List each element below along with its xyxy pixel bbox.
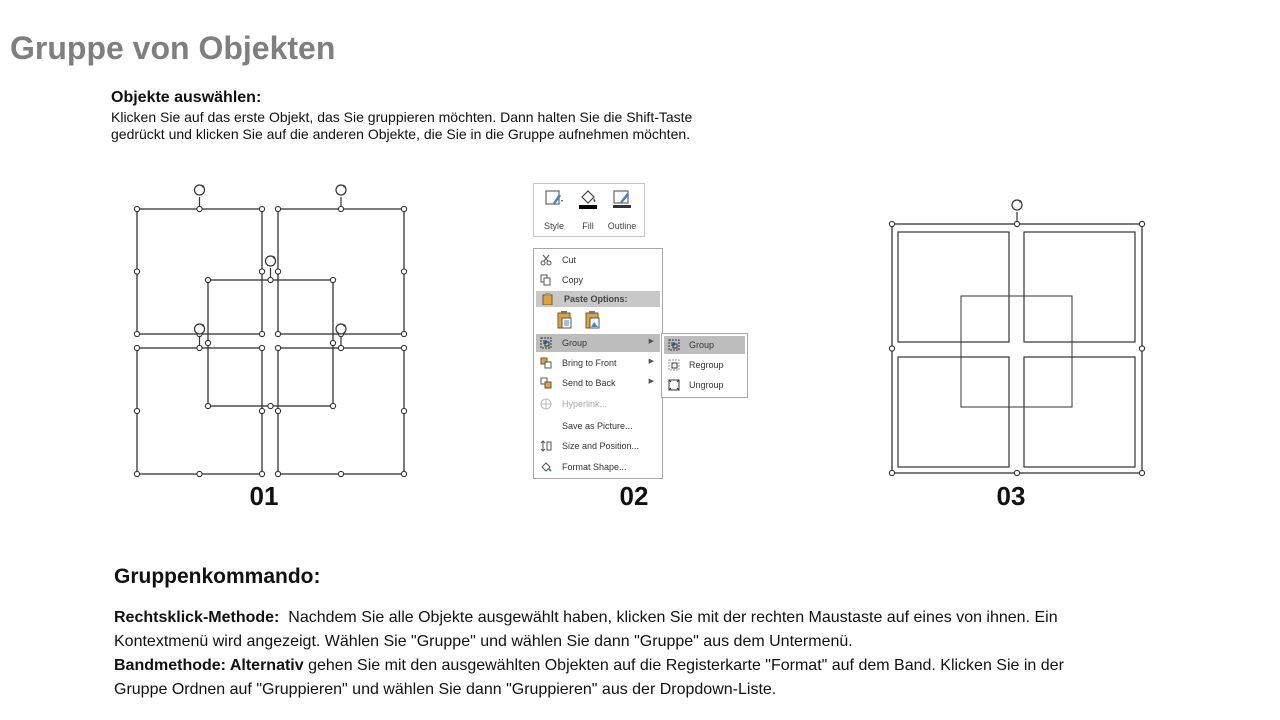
group-bounding-box-handle xyxy=(1139,470,1144,475)
submenu-arrow-icon: ▶ xyxy=(648,338,654,345)
square-top-right-handle xyxy=(401,206,406,211)
square-bottom-right-handle xyxy=(275,345,280,350)
submenu-arrow-icon: ▶ xyxy=(648,358,654,365)
square-top-left-handle xyxy=(259,269,264,274)
paste-picture-icon xyxy=(584,310,602,330)
square-top-left-handle xyxy=(134,331,139,336)
square-bottom-left-handle xyxy=(197,345,202,350)
format-shape-icon xyxy=(540,461,552,473)
center-square-handle xyxy=(330,277,335,282)
ribbon-mini-toolbar xyxy=(533,183,645,237)
group-bounding-box-handle xyxy=(889,470,894,475)
square-bottom-right-handle xyxy=(338,345,343,350)
square-bottom-left-handle xyxy=(259,471,264,476)
menu-item-format-shape[interactable]: Format Shape... xyxy=(536,458,660,476)
context-menu xyxy=(533,248,663,479)
center-square-handle xyxy=(268,277,273,282)
group-bounding-box-handle xyxy=(889,221,894,226)
group-bounding-box-handle xyxy=(1139,221,1144,226)
square-top-right-handle xyxy=(401,269,406,274)
square-bottom-right-handle xyxy=(401,471,406,476)
menu-item-cut[interactable]: Cut xyxy=(536,251,660,269)
fill-bucket-icon xyxy=(578,188,598,210)
fill-button[interactable] xyxy=(571,188,605,234)
group-bounding-box-handle xyxy=(1014,221,1019,226)
diagram-03-grouped-shapes xyxy=(884,186,1152,481)
square-bottom-left-handle xyxy=(134,345,139,350)
group-bounding-box-handle xyxy=(1014,470,1019,475)
copy-icon xyxy=(540,274,552,286)
menu-item-send-to-back[interactable]: Send to Back ▶ xyxy=(536,374,660,392)
diagram-01-selected-shapes xyxy=(128,180,418,485)
square-bottom-left-handle xyxy=(134,471,139,476)
square-bottom-left-handle xyxy=(259,345,264,350)
paste-options-header: Paste Options: xyxy=(536,291,660,307)
menu-item-copy[interactable]: Copy xyxy=(536,271,660,289)
center-square-handle xyxy=(205,403,210,408)
center-square-handle xyxy=(205,277,210,282)
style-label: Style xyxy=(543,221,564,231)
square-top-right-handle xyxy=(401,331,406,336)
hyperlink-icon xyxy=(540,398,552,410)
regroup-icon xyxy=(668,359,680,371)
paste-picture-button[interactable] xyxy=(584,310,602,330)
square-bottom-left-handle xyxy=(197,471,202,476)
grouped-square-3 xyxy=(898,357,1009,467)
grouped-square-1 xyxy=(898,232,1009,342)
square-top-right-handle xyxy=(338,206,343,211)
menu-item-hyperlink[interactable]: Hyperlink... xyxy=(536,395,660,413)
ribbon-method-paragraph xyxy=(114,654,1104,701)
square-bottom-left-handle xyxy=(134,408,139,413)
command-heading: Gruppenkommando: xyxy=(114,565,321,588)
group-bounding-box-handle xyxy=(889,346,894,351)
group-icon xyxy=(668,339,680,351)
ribbon-method-lead: Bandmethode: Alternativ xyxy=(114,657,304,674)
group-bounding-box-handle xyxy=(1139,346,1144,351)
group-bounding-box xyxy=(892,224,1142,473)
size-position-icon xyxy=(540,440,552,452)
right-click-method-lead: Rechtsklick-Methode: xyxy=(114,609,280,626)
right-click-method-paragraph xyxy=(114,606,1104,653)
grouped-square-4 xyxy=(1024,357,1135,467)
page-title: Gruppe von Objekten xyxy=(10,30,336,66)
square-top-left-handle xyxy=(134,269,139,274)
outline-icon xyxy=(612,188,632,210)
group-submenu xyxy=(661,333,748,398)
submenu-item-ungroup[interactable]: Ungroup xyxy=(664,376,745,394)
square-bottom-right xyxy=(278,348,404,474)
square-bottom-right-handle xyxy=(275,471,280,476)
bring-to-front-icon xyxy=(540,357,552,369)
square-top-left-handle xyxy=(197,206,202,211)
ungroup-icon xyxy=(668,379,680,391)
center-square-handle xyxy=(268,403,273,408)
menu-item-save-as-picture[interactable]: Save as Picture... xyxy=(562,421,633,431)
square-bottom-right-handle xyxy=(275,408,280,413)
clipboard-icon xyxy=(542,293,554,305)
fill-label: Fill xyxy=(582,221,594,231)
square-bottom-left-handle xyxy=(259,408,264,413)
menu-item-size-and-position[interactable]: Size and Position... xyxy=(536,437,660,455)
select-heading: Objekte auswählen: xyxy=(111,89,262,106)
step-label-03: 03 xyxy=(996,481,1026,511)
center-square-handle xyxy=(330,340,335,345)
center-square xyxy=(208,280,333,406)
square-top-left-handle xyxy=(259,206,264,211)
step-label-01: 01 xyxy=(249,481,279,511)
square-top-right xyxy=(278,209,404,334)
menu-item-group[interactable]: Group ▶ xyxy=(536,334,660,352)
submenu-item-group[interactable]: Group xyxy=(664,336,745,354)
center-square-handle xyxy=(205,340,210,345)
square-bottom-right-handle xyxy=(401,408,406,413)
menu-item-bring-to-front[interactable]: Bring to Front ▶ xyxy=(536,354,660,372)
outline-label: Outline xyxy=(607,221,637,231)
submenu-arrow-icon: ▶ xyxy=(648,378,654,385)
square-top-right-handle xyxy=(275,331,280,336)
grouped-square-2 xyxy=(1024,232,1135,342)
style-icon xyxy=(544,188,564,210)
select-text: Klicken Sie auf das erste Objekt, das Sie gruppieren möchten. Dann halten Sie die Shift-Taste gedrückt und klicken Sie auf die anderen Objekte, die Sie in die Gruppe aufnehmen möchten. xyxy=(111,109,693,142)
paste-keep-formatting-button[interactable] xyxy=(556,310,574,330)
square-top-right-handle xyxy=(275,206,280,211)
submenu-item-regroup[interactable]: Regroup xyxy=(664,356,745,374)
square-bottom-right-handle xyxy=(338,471,343,476)
step-label-02: 02 xyxy=(619,481,649,511)
grouped-center-square xyxy=(961,296,1072,407)
right-click-method-text: Nachdem Sie alle Objekte ausgewählt haben, klicken Sie mit der rechten Maustaste auf eines von ihnen. Ein Kontextmenü wird angezeigt. Wählen Sie "Gruppe" und wählen Sie dann "Gruppe" aus dem Untermenü. xyxy=(114,609,1058,650)
square-bottom-right-handle xyxy=(401,345,406,350)
paste-keep-formatting-icon xyxy=(556,310,574,330)
style-button[interactable] xyxy=(537,188,571,234)
square-bottom-left xyxy=(137,348,262,474)
square-top-left-handle xyxy=(134,206,139,211)
square-top-left xyxy=(137,209,262,334)
square-top-left-handle xyxy=(259,331,264,336)
square-top-right-handle xyxy=(275,269,280,274)
group-icon xyxy=(540,337,552,349)
send-to-back-icon xyxy=(540,377,552,389)
scissors-icon xyxy=(540,254,552,266)
ribbon-method-text: gehen Sie mit den ausgewählten Objekten auf die Registerkarte "Format" auf dem Band. Klicken Sie in der Gruppe Ordnen auf "Gruppieren" und wählen Sie dann "Gruppieren" aus der Dropdown-Liste. xyxy=(114,657,1064,698)
outline-button[interactable] xyxy=(605,188,639,234)
center-square-handle xyxy=(330,403,335,408)
